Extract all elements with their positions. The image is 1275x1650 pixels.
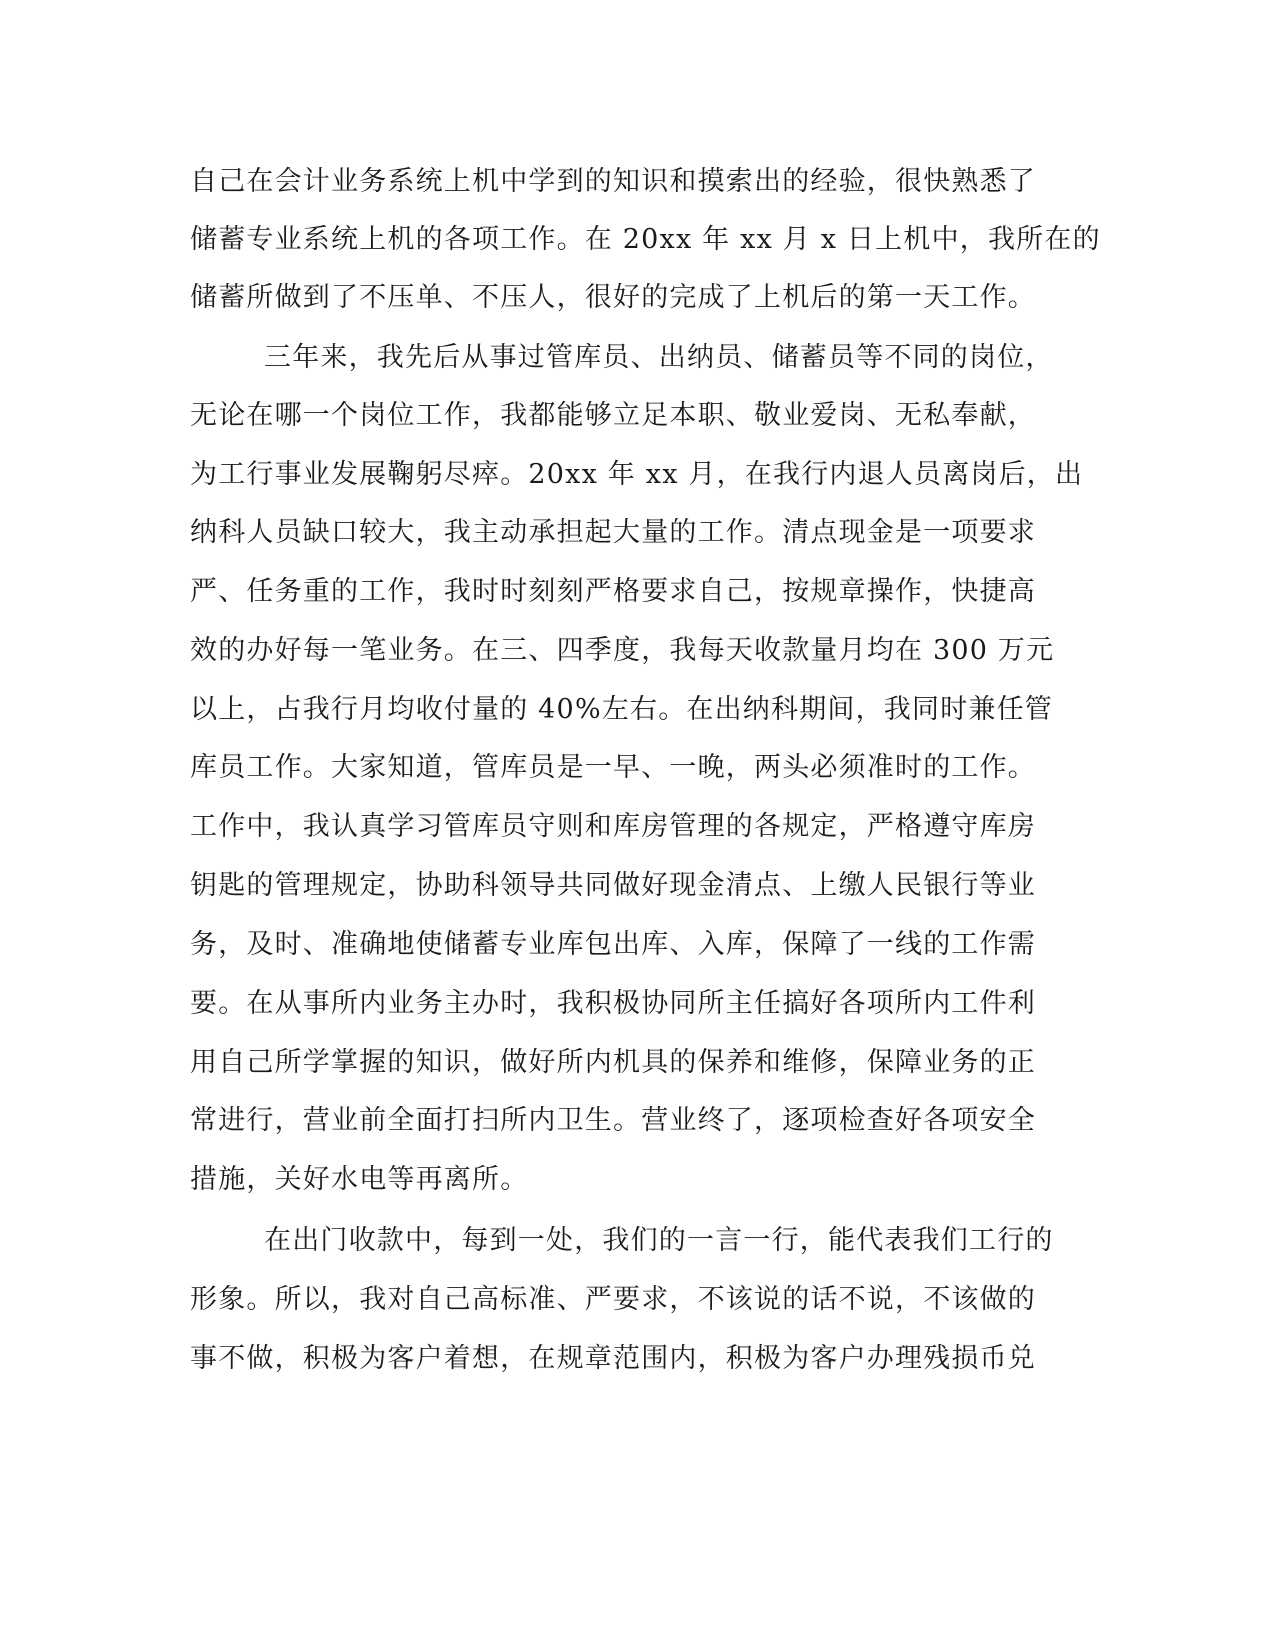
text-line: 工作中，我认真学习管库员守则和库房管理的各规定，严格遵守库房 [190,811,1036,842]
text-line: 严、任务重的工作，我时时刻刻严格要求自己，按规章操作，快捷高 [190,576,1036,607]
paragraph-start-line: 三年来，我先后从事过管库员、出纳员、储蓄员等不同的岗位， [264,342,1054,373]
text-line: 储蓄所做到了不压单、不压人，很好的完成了上机后的第一天工作。 [190,282,1036,313]
text-line: 措施，关好水电等再离所。 [190,1164,529,1195]
text-line: 以上，占我行月均收付量的 40%左右。在出纳科期间，我同时兼任管 [190,694,1053,725]
text-line: 形象。所以，我对自己高标准、严要求，不该说的话不说，不该做的 [190,1284,1036,1315]
text-line: 要。在从事所内业务主办时，我积极协同所主任搞好各项所内工件利 [190,988,1036,1019]
text-line: 库员工作。大家知道，管库员是一早、一晚，两头必须准时的工作。 [190,752,1036,783]
paragraph-start-line: 在出门收款中，每到一处，我们的一言一行，能代表我们工行的 [264,1225,1054,1256]
text-line: 纳科人员缺口较大，我主动承担起大量的工作。清点现金是一项要求 [190,517,1036,548]
text-line: 常进行，营业前全面打扫所内卫生。营业终了，逐项检查好各项安全 [190,1105,1036,1136]
text-line: 效的办好每一笔业务。在三、四季度，我每天收款量月均在 300 万元 [190,635,1055,666]
text-line: 用自己所学掌握的知识，做好所内机具的保养和维修，保障业务的正 [190,1047,1036,1078]
text-line: 务，及时、准确地使储蓄专业库包出库、入库，保障了一线的工作需 [190,929,1036,960]
text-line: 自己在会计业务系统上机中学到的知识和摸索出的经验，很快熟悉了 [190,166,1036,197]
text-line: 事不做，积极为客户着想，在规章范围内，积极为客户办理残损币兑 [190,1343,1036,1374]
text-line: 为工行事业发展鞠躬尽瘁。20xx 年 xx 月，在我行内退人员离岗后，出 [190,459,1084,490]
text-line: 无论在哪一个岗位工作，我都能够立足本职、敬业爱岗、无私奉献， [190,400,1036,431]
text-line: 钥匙的管理规定，协助科领导共同做好现金清点、上缴人民银行等业 [190,870,1036,901]
text-line: 储蓄专业系统上机的各项工作。在 20xx 年 xx 月 x 日上机中，我所在的 [190,224,1101,255]
